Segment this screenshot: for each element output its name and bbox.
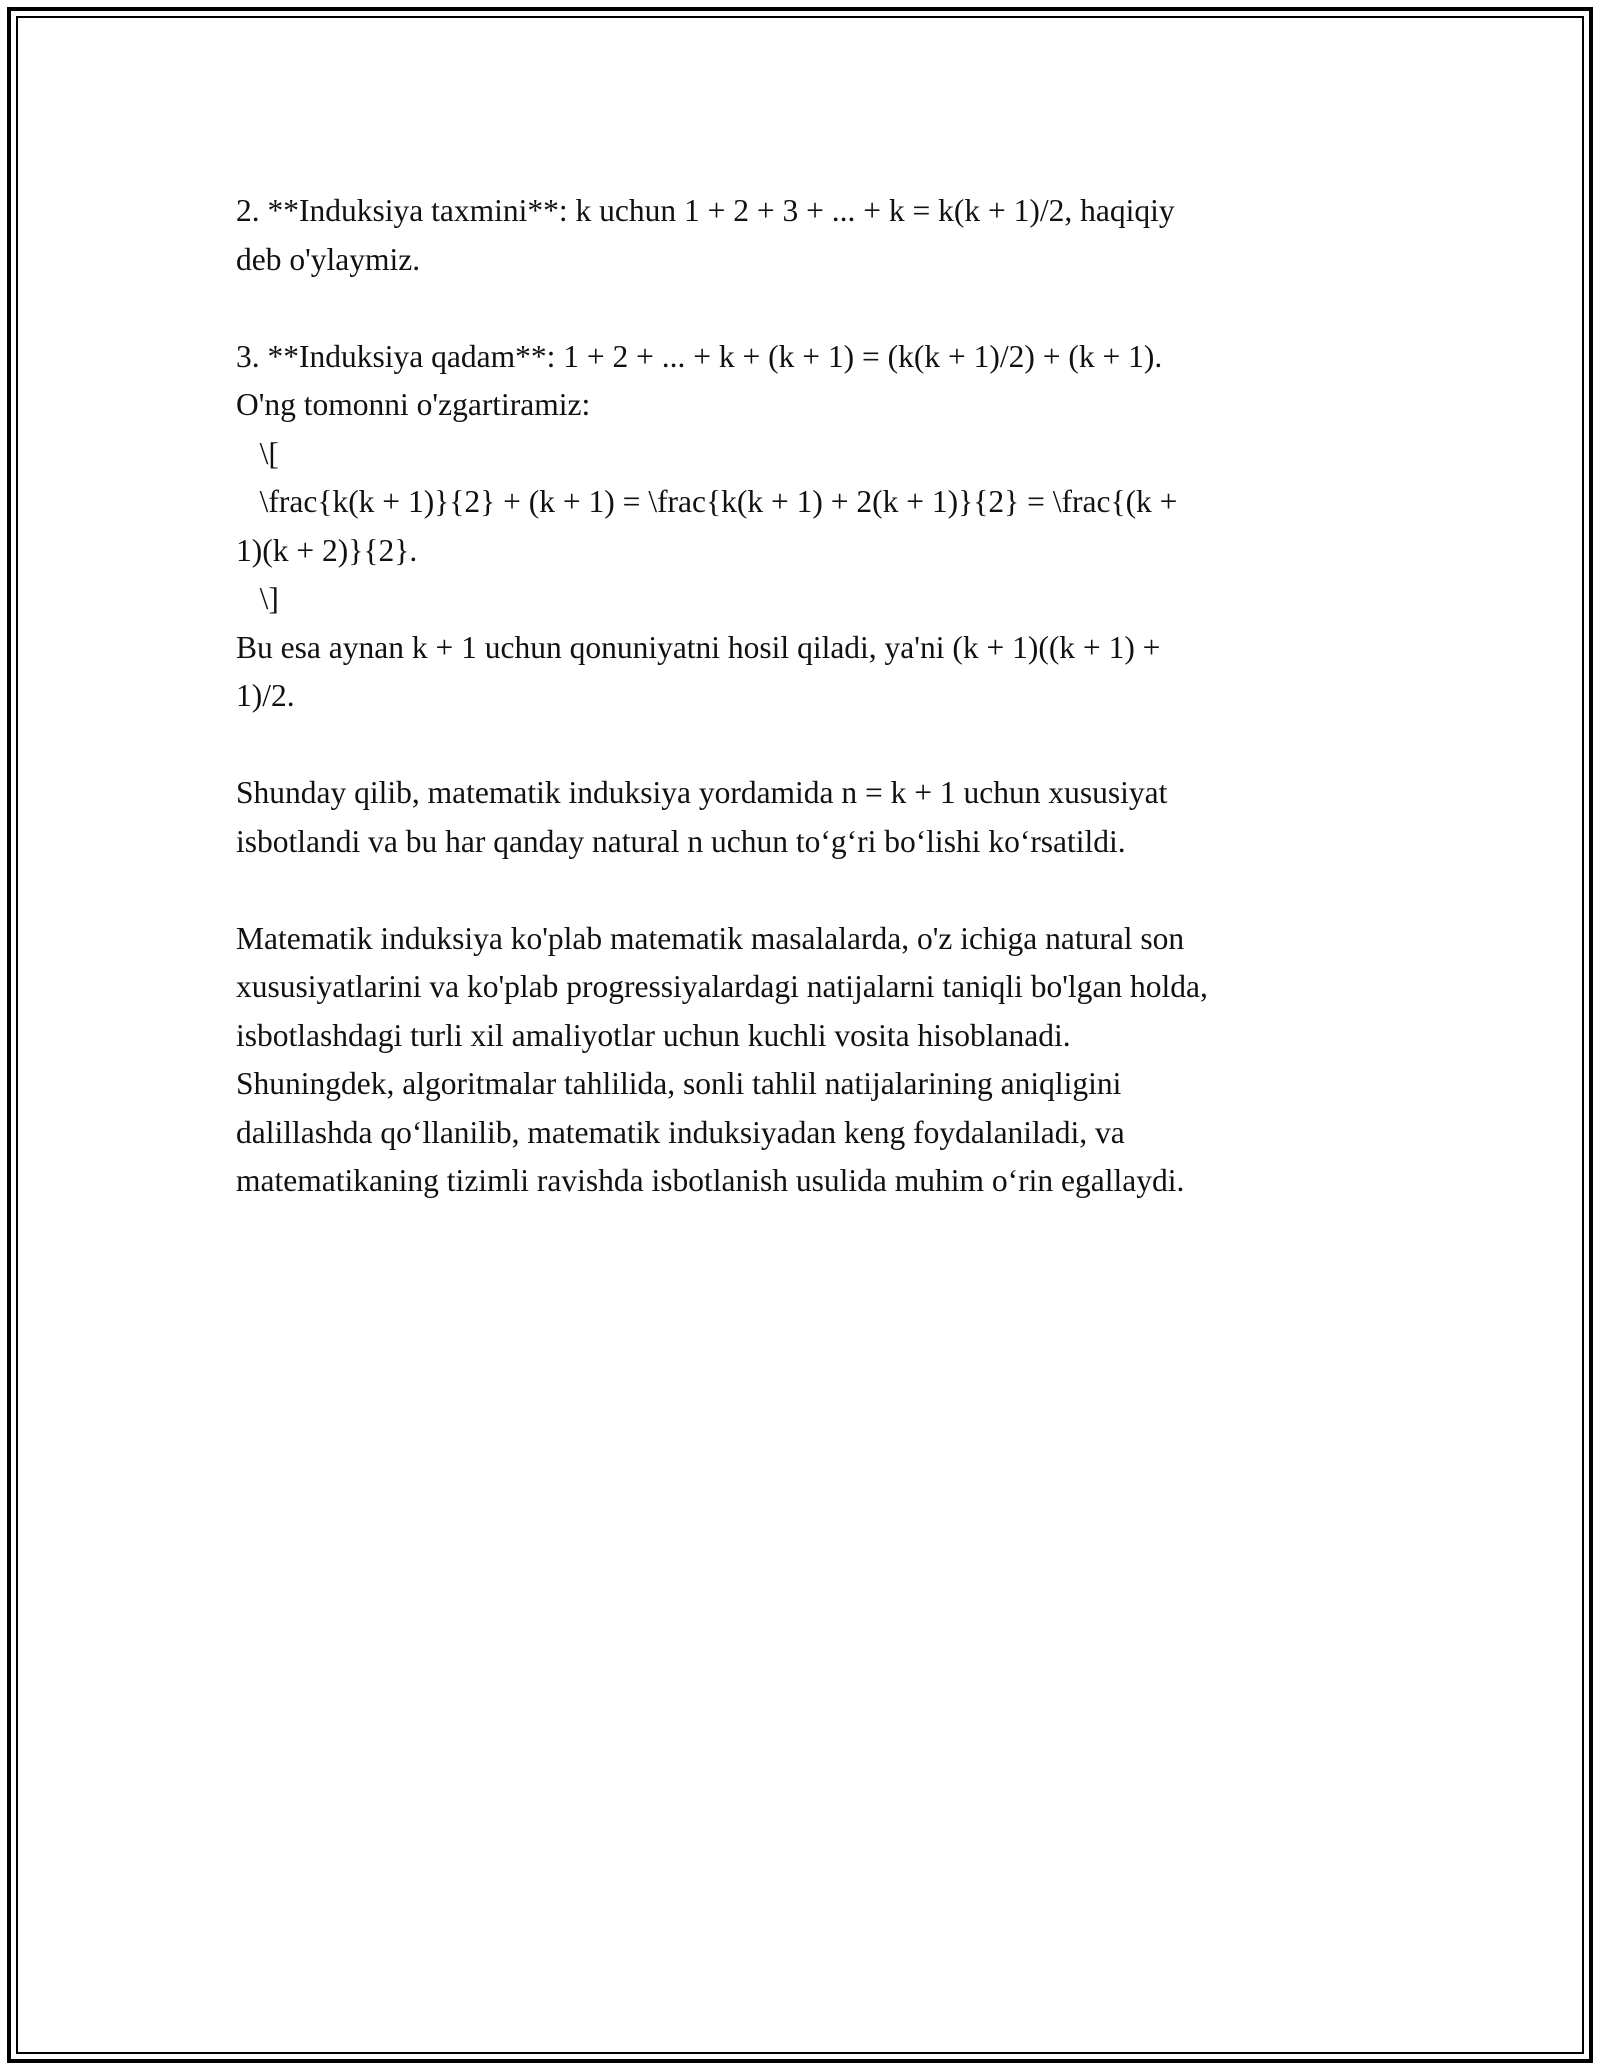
latex-line: 1)(k + 2)}{2}. — [236, 532, 418, 568]
induction-hypothesis-paragraph — [236, 187, 1376, 284]
text-line: 1)/2. — [236, 678, 295, 713]
text-line: isbotlashdagi turli xil amaliyotlar uchun kuchli vosita hisoblanadi. — [236, 1017, 1071, 1053]
induction-step-paragraph — [236, 333, 1376, 721]
text-line: 2. **Induksiya taxmini**: k uchun 1 + 2 + 3 + ... + k = k(k + 1)/2, haqiqiy — [236, 193, 1175, 228]
conclusion-paragraph — [236, 769, 1376, 866]
text-line: dalillashda qo‘llanilib, matematik induksiyadan keng foydalaniladi, va — [236, 1114, 1125, 1150]
text-line: O'ng tomonni o'zgartiramiz: — [236, 387, 591, 422]
text-line: deb o'ylaymiz. — [236, 241, 421, 277]
latex-line: \] — [236, 581, 279, 616]
latex-line: \frac{k(k + 1)}{2} + (k + 1) = \frac{k(k + 1) + 2(k + 1)}{2} = \frac{(k + — [236, 484, 1178, 519]
text-line: 3. **Induksiya qadam**: 1 + 2 + ... + k + (k + 1) = (k(k + 1)/2) + (k + 1). — [236, 338, 1163, 374]
text-line: Bu esa aynan k + 1 uchun qonuniyatni hosil qiladi, ya'ni (k + 1)((k + 1) + — [236, 629, 1161, 665]
text-line: xususiyatlarini va ko'plab progressiyalardagi natijalarni taniqli bo'lgan holda, — [236, 969, 1208, 1004]
text-line: Shuningdek, algoritmalar tahlilida, sonli tahlil natijalarining aniqligini — [236, 1066, 1122, 1101]
text-line: isbotlandi va bu har qanday natural n uchun to‘g‘ri bo‘lishi ko‘rsatildi. — [236, 823, 1126, 859]
text-line: Matematik induksiya ko'plab matematik masalalarda, o'z ichiga natural son — [236, 920, 1185, 956]
latex-line: \[ — [236, 435, 279, 471]
summary-paragraph — [236, 915, 1376, 1206]
document-body — [236, 187, 1376, 1254]
text-line: Shunday qilib, matematik induksiya yordamida n = k + 1 uchun xususiyat — [236, 775, 1168, 810]
text-line: matematikaning tizimli ravishda isbotlanish usulida muhim o‘rin egallaydi. — [236, 1163, 1185, 1198]
